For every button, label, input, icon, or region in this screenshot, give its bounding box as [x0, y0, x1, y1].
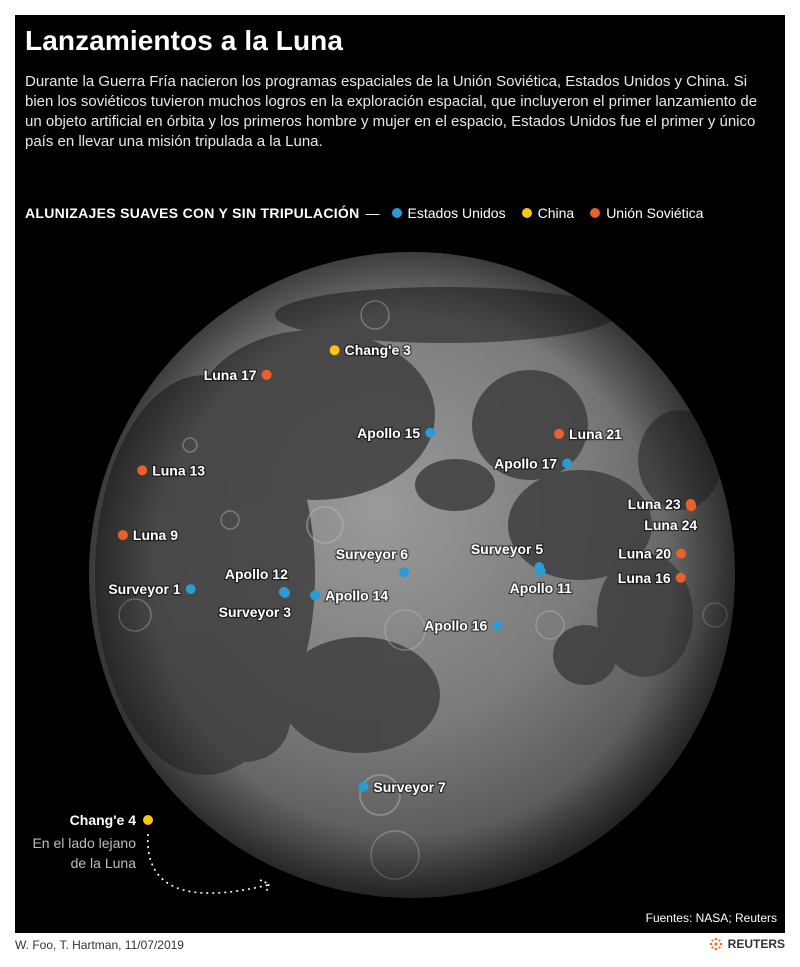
landing-label-luna-24: Luna 24	[644, 517, 698, 534]
legend-title: ALUNIZAJES SUAVES CON Y SIN TRIPULACIÓN	[25, 205, 360, 221]
landing-marker-surveyor-3	[280, 588, 290, 598]
far-side-note-line: En el lado lejano	[32, 835, 136, 851]
page-title: Lanzamientos a la Luna	[25, 25, 344, 56]
author-credit: W. Foo, T. Hartman, 11/07/2019	[15, 938, 184, 952]
landing-marker-chang-e-4	[143, 815, 153, 825]
landing-label-apollo-12: Apollo 12	[224, 565, 288, 582]
landing-label-surveyor-3: Surveyor 3	[218, 604, 291, 620]
reuters-dots-icon	[708, 936, 724, 952]
landing-label-luna-17: Luna 17	[203, 366, 257, 383]
legend-label-china: China	[537, 205, 575, 221]
reuters-logo	[708, 936, 785, 952]
landing-marker-surveyor-1	[186, 584, 196, 594]
landing-label-surveyor-7: Surveyor 7	[373, 778, 446, 795]
landing-label-apollo-14: Apollo 14	[325, 587, 389, 604]
far-side-note-line: de la Luna	[70, 855, 136, 871]
landing-label-apollo-11: Apollo 11	[509, 580, 572, 597]
landing-marker-apollo-15	[425, 428, 435, 438]
landing-marker-luna-20	[676, 549, 686, 559]
landing-label-surveyor-1: Surveyor 1	[108, 581, 181, 598]
landing-marker-luna-13	[137, 465, 147, 475]
landing-marker-chang-e-3	[330, 345, 340, 355]
landing-label-luna-9: Luna 9	[132, 527, 179, 544]
legend-label-ussr: Unión Soviética	[606, 205, 704, 221]
infographic-panel	[15, 15, 785, 933]
sources-note: Fuentes: NASA; Reuters	[645, 911, 777, 925]
landing-marker-surveyor-6	[399, 567, 409, 577]
landing-marker-apollo-16	[492, 621, 502, 631]
landing-marker-apollo-17	[562, 459, 572, 469]
landing-marker-luna-21	[554, 429, 564, 439]
landing-marker-luna-9	[118, 530, 128, 540]
landing-label-luna-16: Luna 16	[617, 569, 671, 586]
landing-label-luna-20: Luna 20	[618, 545, 672, 562]
landing-marker-luna-17	[262, 370, 272, 380]
legend-label-usa: Estados Unidos	[407, 205, 506, 221]
landing-label-apollo-16: Apollo 16	[424, 617, 488, 634]
landing-label-luna-13: Luna 13	[152, 462, 206, 479]
landing-label-surveyor-6: Surveyor 6	[335, 546, 409, 563]
moon-map	[15, 15, 785, 933]
landing-marker-luna-16	[676, 573, 686, 583]
landing-marker-luna-24	[686, 501, 696, 511]
landing-label-luna-21: Luna 21	[569, 425, 622, 442]
landing-marker-apollo-14	[310, 590, 320, 600]
landing-label-chang-e-3: Chang'e 3	[344, 342, 411, 359]
reuters-wordmark: REUTERS	[727, 937, 785, 951]
landing-marker-apollo-11	[536, 566, 546, 576]
landing-label-surveyor-5: Surveyor 5	[470, 541, 544, 558]
intro-paragraph: Durante la Guerra Fría nacieron los programas espaciales de la Unión Soviética, Estados Unidos y China. Si bien los soviéticos tuvieron muchos logros en la exploración espacial, que incluyeron el primer lanzamiento de un objeto artificial en órbita y los primeros hombre y mujer en el espacio, Estados Unidos fue el primer y único país en llevar una misión tripulada a la Luna.	[25, 73, 758, 150]
legend-dash: —	[365, 205, 380, 221]
landing-label-luna-23: Luna 23	[627, 496, 681, 512]
landing-label-apollo-15: Apollo 15	[357, 424, 421, 441]
landing-marker-surveyor-7	[358, 782, 368, 792]
landing-label-chang-e-4: Chang'e 4	[69, 812, 136, 828]
landing-label-apollo-17: Apollo 17	[494, 455, 558, 472]
